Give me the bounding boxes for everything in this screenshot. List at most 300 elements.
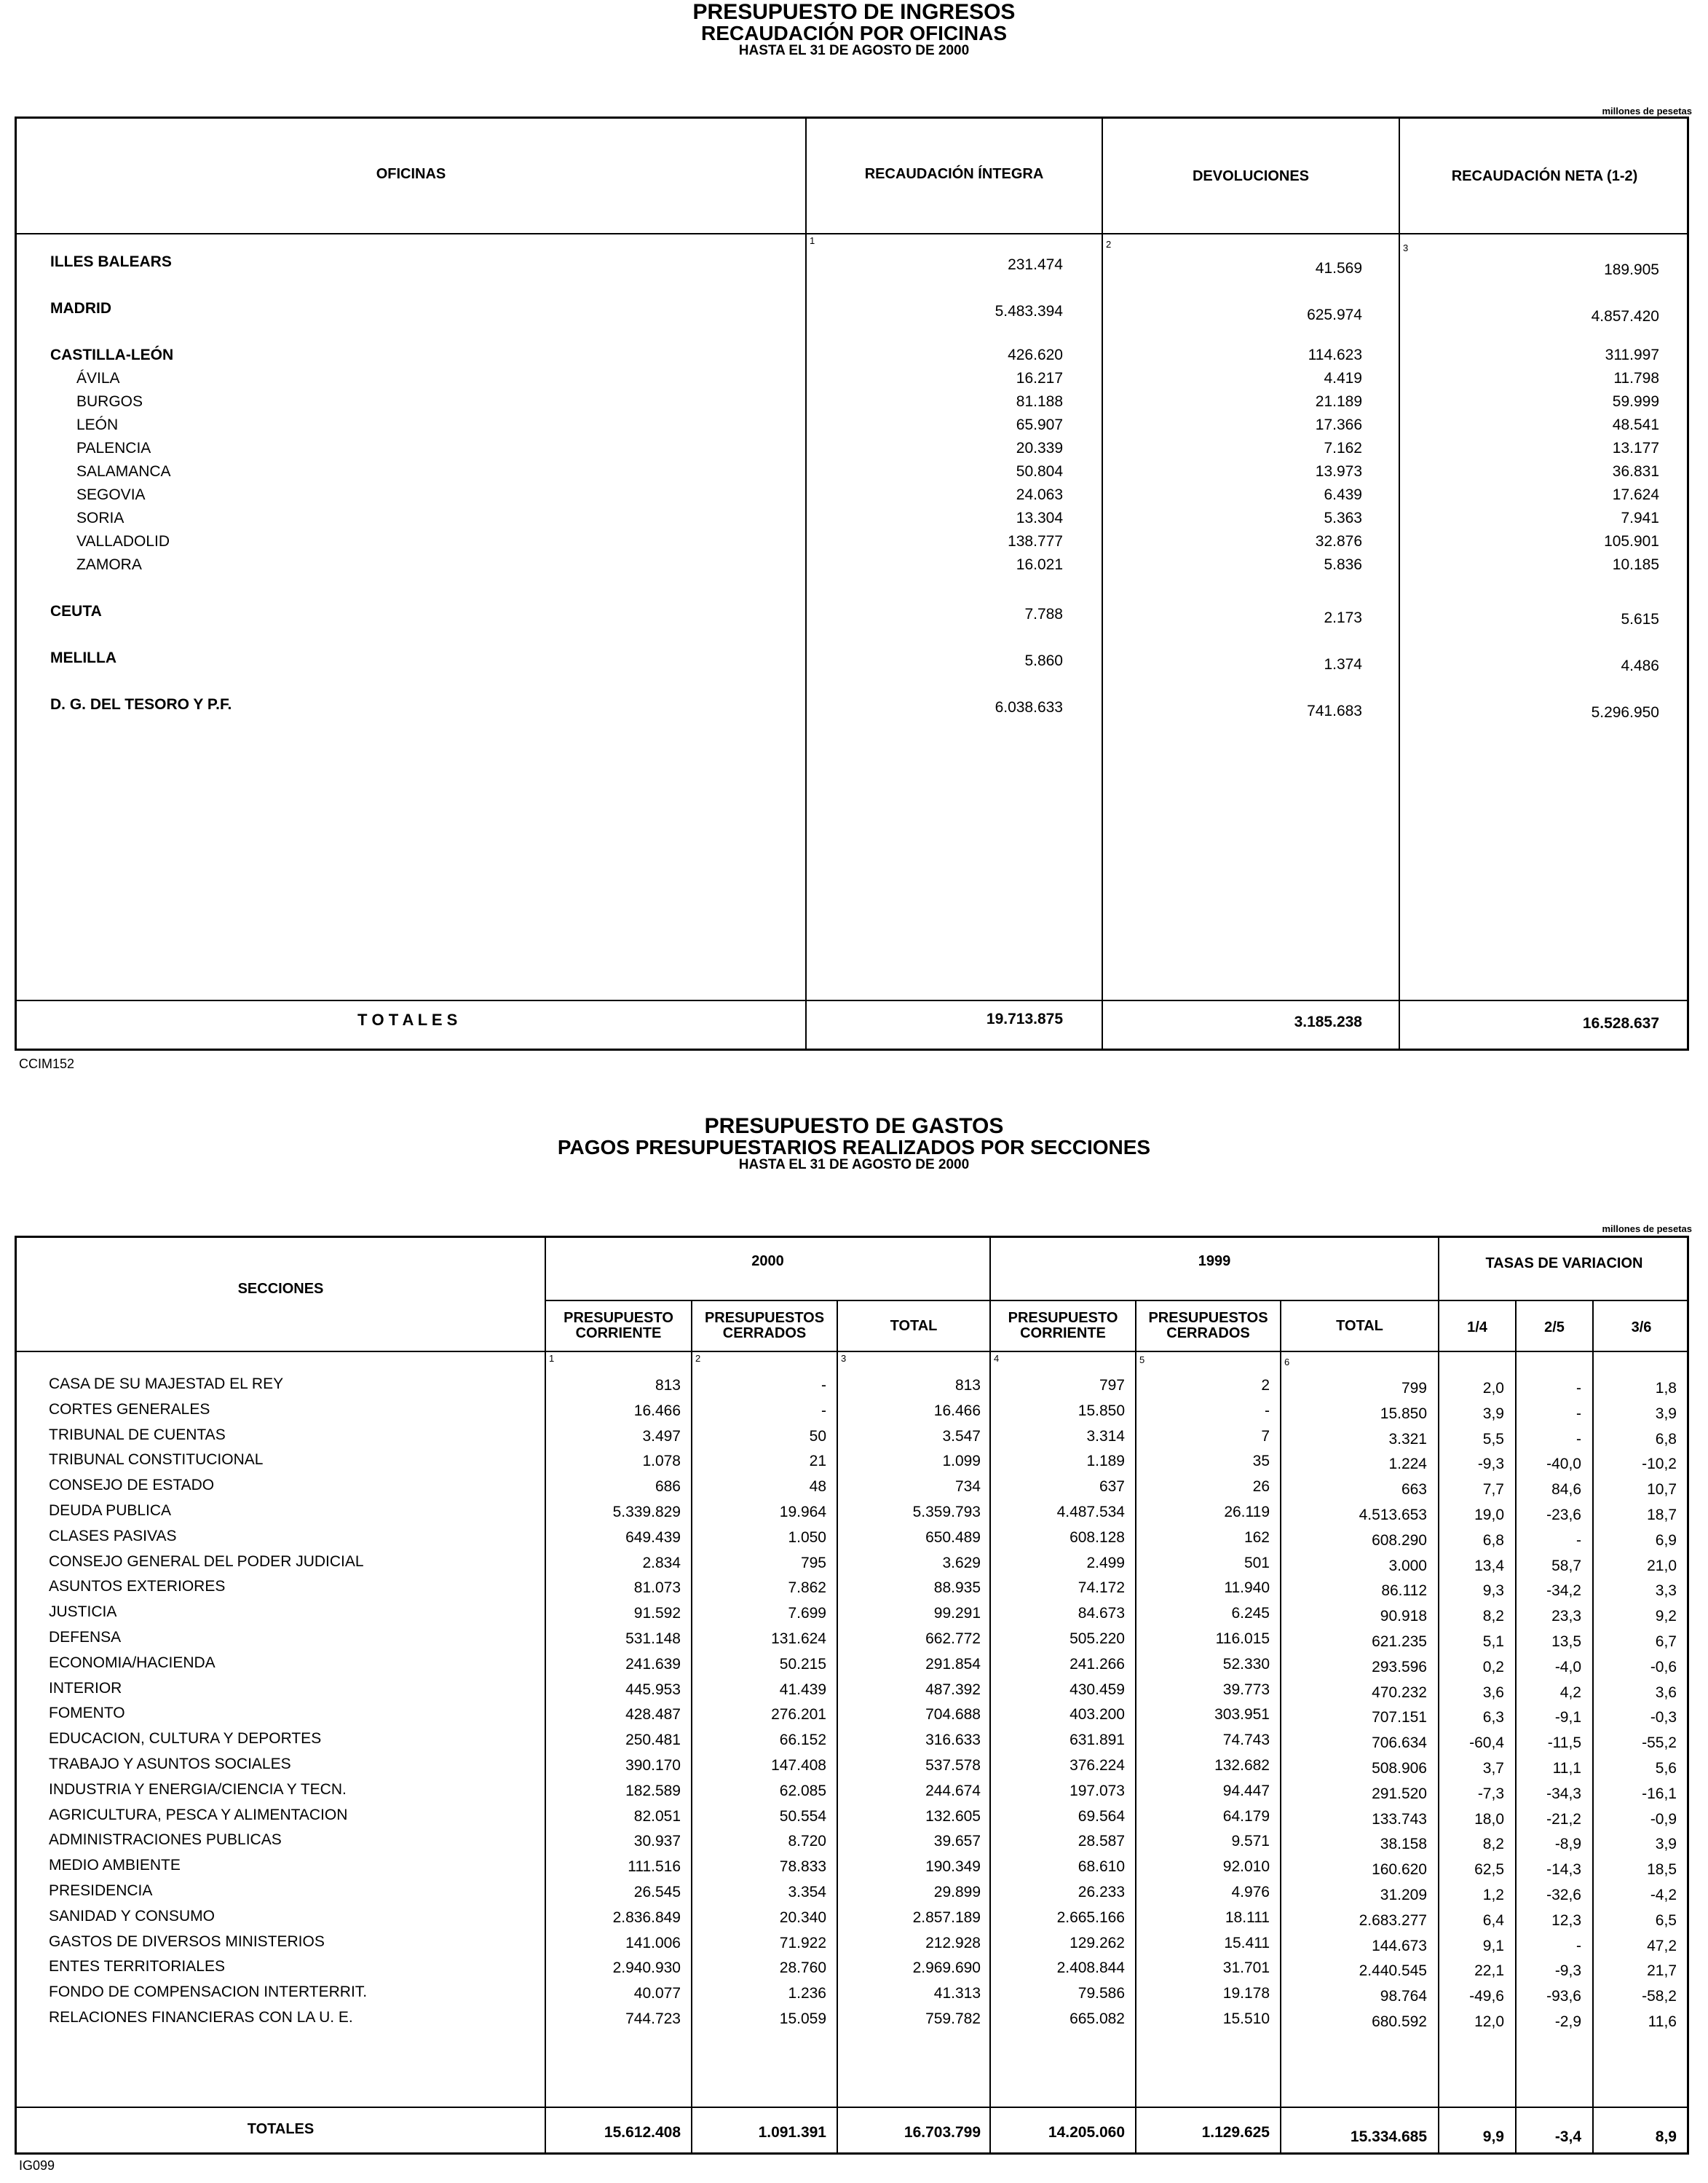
expenses-cell: 21,7: [1647, 1962, 1677, 1979]
column-number: 4: [994, 1353, 1000, 1364]
income-cell: 81.188: [1016, 393, 1063, 410]
expenses-cell: 10,7: [1647, 1481, 1677, 1498]
column-divider: [1438, 1238, 1439, 2152]
expenses-totals-label: TOTALES: [247, 2121, 315, 2137]
income-cell: 138.777: [1008, 533, 1063, 550]
header-recaudacion-integra: RECAUDACIÓN ÍNTEGRA: [864, 166, 1044, 182]
expenses-cell: 531.148: [625, 1630, 681, 1647]
income-cell: 5.860: [1024, 652, 1063, 669]
column-divider: [1399, 119, 1400, 1049]
income-cell: 7.162: [1324, 440, 1362, 457]
expenses-cell: 18,0: [1474, 1811, 1504, 1828]
income-title-block: [0, 1, 1708, 58]
expenses-cell: 1,8: [1655, 1380, 1677, 1397]
header-year-1999: 1999: [1198, 1253, 1231, 1269]
column-number: 2: [695, 1353, 701, 1364]
expenses-cell: 132.605: [925, 1808, 981, 1825]
expenses-cell: 3.321: [1388, 1431, 1427, 1448]
expenses-cell: -55,2: [1642, 1734, 1677, 1751]
income-cell: 13.304: [1016, 510, 1063, 526]
column-divider: [1102, 119, 1103, 1049]
expenses-cell: 2,0: [1482, 1380, 1504, 1397]
column-number: 3: [1403, 242, 1409, 253]
income-cell: 5.296.950: [1591, 703, 1659, 721]
income-row-label: D. G. DEL TESORO Y P.F.: [50, 696, 232, 713]
column-divider: [1515, 1300, 1517, 2152]
expenses-cell: 2.836.849: [612, 1909, 681, 1926]
expenses-cell: -10,2: [1642, 1456, 1677, 1472]
income-row-label: LEÓN: [76, 417, 119, 433]
expenses-cell: -21,2: [1546, 1811, 1581, 1828]
expenses-cell: 90.918: [1380, 1608, 1427, 1625]
expenses-cell: 662.772: [925, 1630, 981, 1647]
income-row-label: SALAMANCA: [76, 463, 171, 480]
expenses-cell: 131.624: [771, 1630, 826, 1647]
subheader-rate-3-6: 3/6: [1631, 1319, 1652, 1335]
expenses-cell: 94.447: [1222, 1783, 1270, 1799]
expenses-cell: 50.554: [779, 1808, 826, 1825]
header-divider: [545, 1300, 1687, 1301]
subheader-rate-1-4: 1/4: [1467, 1319, 1487, 1335]
expenses-cell: 66.152: [779, 1732, 826, 1748]
expenses-cell: 303.951: [1214, 1706, 1270, 1723]
expenses-cell: 50: [809, 1428, 826, 1445]
expenses-cell: -0,3: [1650, 1709, 1677, 1726]
expenses-cell: 2: [1261, 1377, 1270, 1394]
expenses-cell: -: [1576, 1532, 1581, 1549]
expenses-title: PRESUPUESTO DE GASTOS: [704, 1114, 1004, 1138]
expenses-cell: 2.834: [642, 1555, 681, 1571]
expenses-cell: 21,0: [1647, 1558, 1677, 1574]
expenses-row-label: RELACIONES FINANCIERAS CON LA U. E.: [49, 2009, 353, 2026]
expenses-cell: 759.782: [925, 2010, 981, 2027]
expenses-cell: 30.937: [633, 1833, 681, 1850]
income-total-value: 19.713.875: [986, 1011, 1063, 1027]
expenses-cell: 144.673: [1372, 1938, 1427, 1954]
expenses-cell: 28.587: [1078, 1833, 1125, 1850]
expenses-total-value: 8,9: [1655, 2128, 1677, 2145]
expenses-cell: 3,9: [1482, 1405, 1504, 1422]
income-cell: 65.907: [1016, 417, 1063, 433]
income-row-label: MELILLA: [50, 650, 116, 666]
expenses-cell: -: [1576, 1938, 1581, 1954]
expenses-cell: 132.682: [1214, 1757, 1270, 1774]
expenses-cell: 797: [1099, 1377, 1125, 1394]
expenses-cell: 9,2: [1655, 1608, 1677, 1625]
expenses-cell: 5,6: [1655, 1760, 1677, 1777]
income-cell: 7.788: [1024, 606, 1063, 623]
expenses-row-label: AGRICULTURA, PESCA Y ALIMENTACION: [49, 1807, 348, 1823]
expenses-cell: 663: [1401, 1481, 1427, 1498]
column-divider: [1592, 1300, 1594, 2152]
expenses-row-label: MEDIO AMBIENTE: [49, 1857, 181, 1874]
expenses-cell: 13,4: [1474, 1558, 1504, 1574]
expenses-cell: 649.439: [625, 1529, 681, 1546]
header-recaudacion-neta: RECAUDACIÓN NETA (1-2): [1451, 168, 1638, 184]
expenses-cell: 62.085: [779, 1783, 826, 1799]
expenses-cell: 15.850: [1380, 1405, 1427, 1422]
income-cell: 1.374: [1324, 655, 1362, 673]
expenses-cell: -4,0: [1554, 1659, 1581, 1675]
income-cell: 41.569: [1315, 259, 1362, 277]
header-divider: [17, 233, 1687, 234]
expenses-cell: -16,1: [1642, 1785, 1677, 1802]
expenses-row-label: ASUNTOS EXTERIORES: [49, 1578, 226, 1595]
expenses-cell: -60,4: [1469, 1734, 1504, 1751]
expenses-cell: 1.050: [788, 1529, 826, 1546]
expenses-cell: 12,3: [1551, 1912, 1581, 1929]
expenses-cell: 26.119: [1224, 1504, 1270, 1520]
income-total-value: 16.528.637: [1582, 1015, 1659, 1032]
expenses-cell: 744.723: [625, 2010, 681, 2027]
expenses-cell: 26.545: [633, 1884, 681, 1900]
expenses-cell: 11,6: [1648, 2013, 1677, 2030]
header-tasas: TASAS DE VARIACION: [1485, 1255, 1643, 1271]
expenses-cell: 81.073: [633, 1579, 681, 1596]
expenses-cell: 2.969.690: [912, 1959, 981, 1976]
expenses-cell: -58,2: [1642, 1988, 1677, 2005]
expenses-row-label: ADMINISTRACIONES PUBLICAS: [49, 1831, 282, 1848]
column-number: 6: [1284, 1357, 1290, 1367]
expenses-cell: 8,2: [1482, 1836, 1504, 1852]
header-divider: [17, 1351, 1687, 1352]
expenses-cell: -0,9: [1650, 1811, 1677, 1828]
expenses-cell: 4.513.653: [1359, 1507, 1427, 1523]
income-table: [15, 117, 1689, 1051]
expenses-cell: 4.487.534: [1056, 1504, 1125, 1520]
income-cell: 4.419: [1324, 370, 1362, 387]
expenses-cell: 0,2: [1482, 1659, 1504, 1675]
expenses-cell: 35: [1252, 1453, 1270, 1469]
expenses-cell: 487.392: [925, 1681, 981, 1698]
income-row-label: SORIA: [76, 510, 124, 526]
income-row-label: CASTILLA-LEÓN: [50, 347, 174, 363]
expenses-cell: 241.266: [1070, 1656, 1125, 1673]
income-cell: 114.623: [1308, 347, 1362, 363]
expenses-cell: 813: [954, 1377, 981, 1394]
expenses-cell: 9,3: [1482, 1582, 1504, 1599]
expenses-cell: 48: [809, 1478, 826, 1495]
expenses-cell: 2.440.545: [1359, 1962, 1427, 1979]
income-row-label: ZAMORA: [76, 556, 142, 573]
expenses-cell: 190.349: [925, 1858, 981, 1875]
expenses-row-label: PRESIDENCIA: [49, 1882, 153, 1899]
column-number: 3: [841, 1353, 847, 1364]
expenses-cell: 470.232: [1372, 1684, 1427, 1701]
subheader-presupuestos-cerrados: PRESUPUESTOS CERRADOS: [704, 1310, 825, 1341]
income-cell: 741.683: [1307, 702, 1362, 719]
expenses-cell: 3.497: [642, 1428, 681, 1445]
expenses-cell: 1.224: [1388, 1456, 1427, 1472]
expenses-cell: 68.610: [1078, 1858, 1125, 1875]
income-cell: 189.905: [1604, 261, 1659, 278]
expenses-cell: 505.220: [1070, 1630, 1125, 1647]
expenses-cell: 39.773: [1222, 1681, 1270, 1698]
expenses-row-label: INTERIOR: [49, 1680, 122, 1697]
column-divider: [837, 1300, 838, 2152]
expenses-cell: 3.000: [1388, 1558, 1427, 1574]
expenses-cell: 3,6: [1655, 1684, 1677, 1701]
expenses-cell: 50.215: [779, 1656, 826, 1673]
expenses-cell: 501: [1244, 1555, 1270, 1571]
expenses-cell: 795: [800, 1555, 826, 1571]
income-cell: 4.857.420: [1591, 307, 1659, 325]
expenses-cell: 91.592: [633, 1605, 681, 1622]
expenses-cell: 2.857.189: [912, 1909, 981, 1926]
expenses-cell: 9,1: [1482, 1938, 1504, 1954]
expenses-cell: 293.596: [1372, 1659, 1427, 1675]
income-cell: 24.063: [1016, 486, 1063, 503]
expenses-cell: 2.408.844: [1056, 1959, 1125, 1976]
expenses-cell: 291.854: [925, 1656, 981, 1673]
expenses-cell: 1.236: [788, 1985, 826, 2002]
expenses-cell: 92.010: [1222, 1858, 1270, 1875]
expenses-cell: 2.683.277: [1359, 1912, 1427, 1929]
expenses-cell: 141.006: [625, 1935, 681, 1951]
income-row-label: CEUTA: [50, 603, 102, 620]
expenses-total-value: 1.129.625: [1201, 2124, 1270, 2141]
income-cell: 17.624: [1612, 486, 1659, 503]
expenses-cell: 39.657: [933, 1833, 981, 1850]
expenses-cell: 74.172: [1078, 1579, 1125, 1596]
income-cell: 36.831: [1612, 463, 1659, 480]
subheader-rate-2-5: 2/5: [1544, 1319, 1565, 1335]
expenses-unit: millones de pesetas: [1602, 1223, 1692, 1234]
expenses-cell: 5,1: [1482, 1633, 1504, 1650]
expenses-cell: -11,5: [1547, 1734, 1581, 1751]
expenses-cell: 31.209: [1380, 1887, 1427, 1903]
header-oficinas: OFICINAS: [376, 166, 446, 182]
expenses-cell: 26.233: [1078, 1884, 1125, 1900]
expenses-cell: 1.099: [942, 1453, 981, 1469]
income-cell: 4.486: [1621, 657, 1659, 674]
expenses-cell: -: [1265, 1402, 1270, 1419]
expenses-cell: -0,6: [1650, 1659, 1677, 1675]
expenses-cell: 276.201: [771, 1706, 826, 1723]
expenses-cell: 9.571: [1231, 1833, 1270, 1850]
expenses-cell: -49,6: [1469, 1988, 1504, 2005]
income-cell: 13.973: [1315, 463, 1362, 480]
expenses-cell: 18,5: [1647, 1861, 1677, 1878]
subheader-presupuestos-cerrados: PRESUPUESTOS CERRADOS: [1148, 1310, 1268, 1341]
income-code: CCIM152: [19, 1057, 75, 1071]
subheader-total: TOTAL: [890, 1318, 938, 1334]
expenses-cell: 18.111: [1225, 1909, 1270, 1926]
expenses-row-label: DEUDA PUBLICA: [49, 1502, 172, 1519]
expenses-cell: 390.170: [625, 1757, 681, 1774]
income-cell: 16.217: [1016, 370, 1063, 387]
header-year-2000: 2000: [751, 1253, 784, 1269]
expenses-cell: -32,6: [1546, 1887, 1581, 1903]
expenses-cell: 621.235: [1372, 1633, 1427, 1650]
income-row-label: ÁVILA: [76, 370, 120, 387]
expenses-cell: 3,7: [1482, 1760, 1504, 1777]
income-total-value: 3.185.238: [1294, 1014, 1362, 1030]
column-number: 1: [810, 235, 815, 246]
subheader-presupuesto-corriente: PRESUPUESTO CORRIENTE: [564, 1310, 673, 1341]
expenses-cell: 6,7: [1655, 1633, 1677, 1650]
expenses-cell: 18,7: [1647, 1507, 1677, 1523]
expenses-cell: 608.128: [1070, 1529, 1125, 1546]
expenses-row-label: ENTES TERRITORIALES: [49, 1958, 225, 1975]
income-cell: 10.185: [1612, 556, 1659, 573]
expenses-cell: 3.314: [1086, 1428, 1125, 1445]
expenses-cell: 69.564: [1078, 1808, 1125, 1825]
expenses-title-block: [0, 1116, 1708, 1172]
expenses-cell: 212.928: [925, 1935, 981, 1951]
expenses-cell: 31.701: [1222, 1959, 1270, 1976]
income-cell: 20.339: [1016, 440, 1063, 457]
income-row-label: BURGOS: [76, 393, 143, 410]
expenses-cell: 241.639: [625, 1656, 681, 1673]
income-row-label: ILLES BALEARS: [50, 253, 172, 270]
expenses-cell: 3.354: [788, 1884, 826, 1900]
expenses-cell: 631.891: [1070, 1732, 1125, 1748]
expenses-cell: 7.699: [788, 1605, 826, 1622]
expenses-cell: 637: [1099, 1478, 1125, 1495]
expenses-cell: -: [1576, 1380, 1581, 1397]
expenses-cell: 11.940: [1224, 1579, 1270, 1596]
expenses-total-value: 9,9: [1482, 2128, 1504, 2145]
income-cell: 625.974: [1307, 306, 1362, 323]
expenses-cell: 707.151: [1372, 1709, 1427, 1726]
expenses-row-label: CASA DE SU MAJESTAD EL REY: [49, 1375, 284, 1392]
expenses-cell: 129.262: [1070, 1935, 1125, 1951]
expenses-cell: 7,7: [1482, 1481, 1504, 1498]
expenses-cell: 15.411: [1224, 1935, 1270, 1951]
expenses-cell: 182.589: [625, 1783, 681, 1799]
expenses-cell: 291.520: [1372, 1785, 1427, 1802]
expenses-cell: 116.015: [1215, 1630, 1270, 1647]
expenses-cell: 197.073: [1070, 1783, 1125, 1799]
expenses-cell: 508.906: [1372, 1760, 1427, 1777]
expenses-cell: 23,3: [1551, 1608, 1581, 1625]
expenses-cell: 704.688: [925, 1706, 981, 1723]
column-divider: [691, 1300, 692, 2152]
expenses-cell: 12,0: [1474, 2013, 1504, 2030]
expenses-table: [15, 1236, 1689, 2155]
expenses-row-label: FOMENTO: [49, 1705, 125, 1721]
expenses-cell: 6.245: [1231, 1605, 1270, 1622]
expenses-cell: 78.833: [779, 1858, 826, 1875]
expenses-cell: 16.466: [933, 1402, 981, 1419]
expenses-cell: 16.466: [633, 1402, 681, 1419]
expenses-cell: -40,0: [1546, 1456, 1581, 1472]
expenses-cell: 3.547: [942, 1428, 981, 1445]
expenses-cell: 8,2: [1482, 1608, 1504, 1625]
header-secciones: SECCIONES: [237, 1281, 324, 1297]
expenses-cell: 15.059: [779, 2010, 826, 2027]
income-title: PRESUPUESTO DE INGRESOS: [692, 0, 1016, 24]
expenses-cell: 84,6: [1551, 1481, 1581, 1498]
expenses-row-label: CONSEJO GENERAL DEL PODER JUDICIAL: [49, 1553, 364, 1570]
expenses-cell: 5.359.793: [912, 1504, 981, 1520]
income-cell: 11.798: [1613, 370, 1659, 387]
expenses-total-value: -3,4: [1554, 2128, 1581, 2145]
expenses-cell: 734: [954, 1478, 981, 1495]
expenses-cell: -34,3: [1546, 1785, 1581, 1802]
expenses-cell: 6,8: [1655, 1431, 1677, 1448]
expenses-cell: 6,5: [1655, 1912, 1677, 1929]
income-row-label: VALLADOLID: [76, 533, 170, 550]
expenses-cell: 111.516: [628, 1858, 681, 1875]
expenses-cell: 7: [1261, 1428, 1270, 1445]
expenses-cell: 316.633: [925, 1732, 981, 1748]
expenses-cell: 15.850: [1078, 1402, 1125, 1419]
expenses-row-label: GASTOS DE DIVERSOS MINISTERIOS: [49, 1933, 325, 1950]
expenses-cell: 74.743: [1222, 1732, 1270, 1748]
income-row-label: PALENCIA: [76, 440, 151, 457]
expenses-cell: 29.899: [933, 1884, 981, 1900]
expenses-row-label: CONSEJO DE ESTADO: [49, 1477, 215, 1493]
expenses-cell: 3,9: [1655, 1836, 1677, 1852]
income-cell: 6.439: [1324, 486, 1362, 503]
income-unit: millones de pesetas: [1602, 106, 1692, 117]
expenses-cell: 706.634: [1372, 1734, 1427, 1751]
expenses-date: HASTA EL 31 DE AGOSTO DE 2000: [738, 1157, 970, 1172]
expenses-cell: 5,5: [1482, 1431, 1504, 1448]
expenses-code: IG099: [19, 2158, 55, 2173]
income-row-label: SEGOVIA: [76, 486, 146, 503]
income-cell: 311.997: [1605, 347, 1659, 363]
expenses-cell: 608.290: [1372, 1532, 1427, 1549]
expenses-row-label: TRIBUNAL CONSTITUCIONAL: [49, 1451, 264, 1468]
expenses-cell: 19.964: [779, 1504, 826, 1520]
income-cell: 13.177: [1612, 440, 1659, 457]
expenses-cell: 244.674: [925, 1783, 981, 1799]
column-divider: [989, 1238, 991, 2152]
expenses-cell: 537.578: [925, 1757, 981, 1774]
expenses-cell: 26: [1252, 1478, 1270, 1495]
expenses-cell: 86.112: [1381, 1582, 1427, 1599]
expenses-cell: 3,9: [1655, 1405, 1677, 1422]
expenses-cell: 41.313: [933, 1985, 981, 2002]
expenses-cell: 6,9: [1655, 1532, 1677, 1549]
expenses-row-label: TRABAJO Y ASUNTOS SOCIALES: [49, 1756, 291, 1772]
expenses-cell: 2.499: [1086, 1555, 1125, 1571]
income-cell: 59.999: [1612, 393, 1659, 410]
expenses-cell: -7,3: [1477, 1785, 1504, 1802]
expenses-cell: 58,7: [1551, 1558, 1581, 1574]
income-row-label: MADRID: [50, 300, 111, 317]
expenses-cell: 428.487: [625, 1706, 681, 1723]
expenses-cell: 71.922: [779, 1935, 826, 1951]
expenses-cell: 88.935: [933, 1579, 981, 1596]
expenses-total-value: 15.334.685: [1350, 2128, 1427, 2145]
expenses-cell: 1,2: [1482, 1887, 1504, 1903]
expenses-cell: 3,3: [1655, 1582, 1677, 1599]
expenses-cell: -2,9: [1554, 2013, 1581, 2030]
column-divider: [805, 119, 807, 1049]
expenses-cell: 7.862: [788, 1579, 826, 1596]
expenses-cell: -93,6: [1546, 1988, 1581, 2005]
income-cell: 5.615: [1621, 610, 1659, 628]
expenses-cell: 2.940.930: [612, 1959, 681, 1976]
expenses-cell: 3.629: [942, 1555, 981, 1571]
expenses-row-label: INDUSTRIA Y ENERGIA/CIENCIA Y TECN.: [49, 1781, 347, 1798]
expenses-cell: 147.408: [771, 1757, 826, 1774]
expenses-subtitle: PAGOS PRESUPUESTARIOS REALIZADOS POR SECCIONES: [557, 1136, 1151, 1158]
expenses-cell: 11,1: [1552, 1760, 1581, 1777]
expenses-cell: 21: [809, 1453, 826, 1469]
column-divider: [1280, 1300, 1281, 2152]
expenses-row-label: EDUCACION, CULTURA Y DEPORTES: [49, 1730, 322, 1747]
expenses-row-label: FONDO DE COMPENSACION INTERTERRIT.: [49, 1983, 368, 2000]
expenses-cell: 160.620: [1372, 1861, 1427, 1878]
expenses-cell: 47,2: [1647, 1938, 1677, 1954]
expenses-cell: 403.200: [1070, 1706, 1125, 1723]
column-divider: [545, 1238, 546, 2152]
